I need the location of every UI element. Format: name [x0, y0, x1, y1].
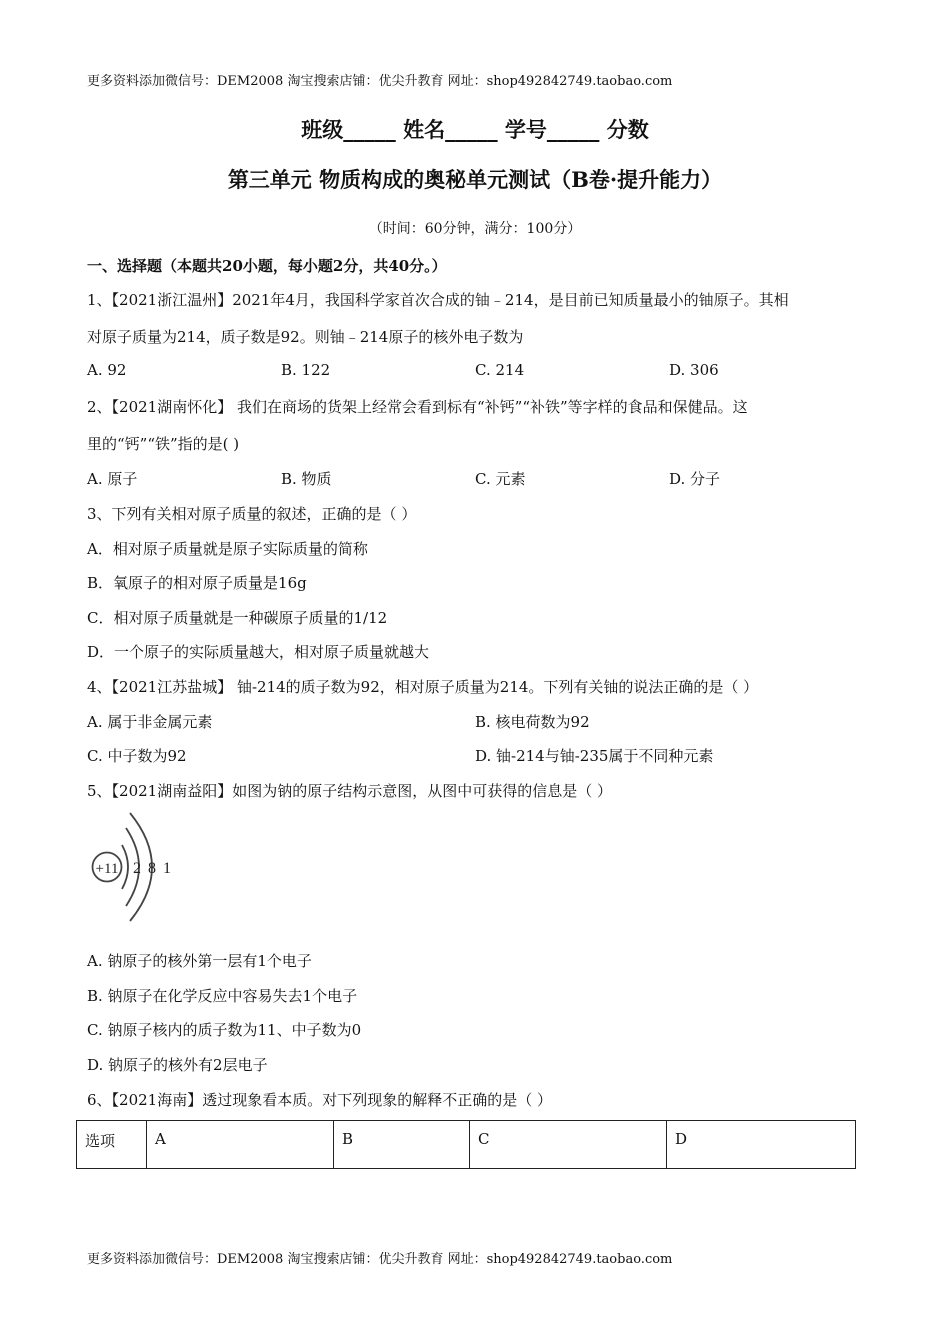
q4-option-c: C. 中子数为92: [87, 747, 187, 765]
q3-option-a: A．相对原子质量就是原子实际质量的简称: [87, 540, 368, 558]
q3-option-d: D．一个原子的实际质量越大，相对原子质量就越大: [87, 643, 430, 661]
exam-subtitle: （时间：60分钟，满分：100分）: [368, 221, 582, 237]
shell-2-electrons: 8: [148, 860, 156, 877]
q2-option-d: D. 分子: [669, 470, 721, 488]
electron-shell-1: [122, 845, 128, 889]
section-heading: 一、选择题（本题共20小题，每小题2分，共40分。）: [87, 257, 447, 275]
q1-option-a: A. 92: [87, 361, 127, 379]
q1-option-c: C. 214: [475, 361, 525, 379]
question-4-line-1: 4、【2021江苏盐城】 铀-214的质子数为92，相对原子质量为214。下列有关铀的说法正确的是（ ）: [87, 678, 759, 696]
q5-option-b: B. 钠原子在化学反应中容易失去1个电子: [87, 987, 358, 1005]
shell-3-electrons: 1: [163, 860, 171, 877]
q1-option-d: D. 306: [669, 361, 719, 379]
q2-option-c: C. 元素: [475, 470, 526, 488]
q4-option-d: D. 铀-214与铀-235属于不同种元素: [475, 747, 714, 765]
answer-table: [76, 1120, 856, 1169]
student-info-line: 班级_____ 姓名_____ 学号_____ 分数: [301, 117, 649, 142]
page-footer: 更多资料添加微信号：DEM2008 淘宝搜索店铺：优尖升教育 网址：shop492842749.taobao.com: [87, 1252, 673, 1267]
q5-option-d: D. 钠原子的核外有2层电子: [87, 1056, 268, 1074]
table-header-cell: B: [334, 1121, 470, 1169]
nucleus-charge: +11: [95, 861, 119, 877]
question-2-line-1: 2、【2021湖南怀化】 我们在商场的货架上经常会看到标有“补钙”“补铁”等字样的食品和保健品。这: [87, 398, 748, 416]
q2-option-a: A. 原子: [87, 470, 138, 488]
table-header-cell: A: [147, 1121, 334, 1169]
q4-option-a: A. 属于非金属元素: [87, 713, 213, 731]
q1-option-b: B. 122: [281, 361, 331, 379]
question-6-line-1: 6、【2021海南】透过现象看本质。对下列现象的解释不正确的是（ ）: [87, 1091, 552, 1109]
q2-option-b: B. 物质: [281, 470, 332, 488]
table-header-cell: D: [667, 1121, 856, 1169]
table-header-cell: 选项: [77, 1121, 147, 1169]
table-row: [77, 1121, 856, 1169]
question-1-line-2: 对原子质量为214，质子数是92。则铀﹣214原子的核外电子数为: [87, 328, 524, 346]
q3-option-b: B．氧原子的相对原子质量是16g: [87, 574, 307, 592]
sodium-atom-diagram: [86, 806, 186, 924]
shell-1-electrons: 2: [133, 860, 141, 877]
table-header-cell: C: [470, 1121, 667, 1169]
page-title: 第三单元 物质构成的奥秘单元测试（B卷·提升能力）: [227, 167, 723, 192]
q4-option-b: B. 核电荷数为92: [475, 713, 590, 731]
q5-option-a: A. 钠原子的核外第一层有1个电子: [87, 952, 312, 970]
question-3-line-1: 3、下列有关相对原子质量的叙述，正确的是（ ）: [87, 505, 417, 523]
question-1-line-1: 1、【2021浙江温州】2021年4月，我国科学家首次合成的铀﹣214，是目前已知质量最小的铀原子。其相: [87, 291, 789, 309]
question-5-line-1: 5、【2021湖南益阳】如图为钠的原子结构示意图，从图中可获得的信息是（ ）: [87, 782, 612, 800]
question-2-line-2: 里的“钙”“铁”指的是( ): [87, 435, 240, 453]
page-header: 更多资料添加微信号：DEM2008 淘宝搜索店铺：优尖升教育 网址：shop492842749.taobao.com: [87, 74, 673, 89]
q3-option-c: C．相对原子质量就是一种碳原子质量的1/12: [87, 609, 388, 627]
q5-option-c: C. 钠原子核内的质子数为11、中子数为0: [87, 1021, 362, 1039]
